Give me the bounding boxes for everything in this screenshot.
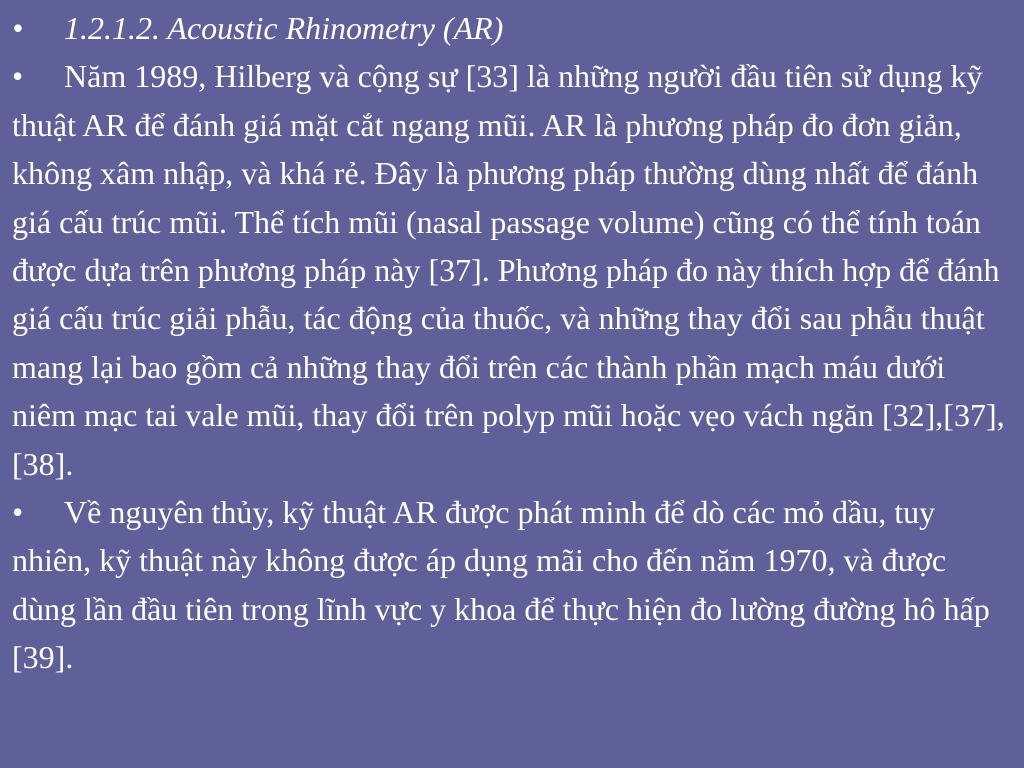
- bullet-marker: •: [12, 494, 24, 531]
- bullet-marker: •: [12, 58, 24, 95]
- bullet-paragraph-origin: [12, 488, 1008, 682]
- paragraph-origin-text: Về nguyên thủy, kỹ thuật AR được phát minh để dò các mỏ dầu, tuy nhiên, kỹ thuật này không được áp dụng mãi cho đến năm 1970, và được dùng lần đầu tiên trong lĩnh vực y khoa để thực hiện đo lường đường hô hấp [39].: [12, 494, 990, 676]
- bullet-paragraph-history: [12, 52, 1008, 488]
- paragraph-history-text: Năm 1989, Hilberg và cộng sự [33] là những người đầu tiên sử dụng kỹ thuật AR để đánh giá mặt cắt ngang mũi. AR là phương pháp đo đơn giản, không xâm nhập, và khá rẻ. Đây là phương pháp thường dùng nhất để đánh giá cấu trúc mũi. Thể tích mũi (nasal passage volume) cũng có thể tính toán được dựa trên phương pháp này [37]. Phương pháp đo này thích hợp để đánh giá cấu trúc giải phẫu, tác động của thuốc, và những thay đổi sau phẫu thuật mang lại bao gồm cả những thay đổi trên các thành phần mạch máu dưới niêm mạc tai vale mũi, thay đổi trên polyp mũi hoặc vẹo vách ngăn [32],[37],[38].: [12, 58, 1005, 482]
- section-heading: 1.2.1.2. Acoustic Rhinometry (AR): [64, 10, 504, 46]
- bullet-heading: [12, 4, 1008, 52]
- bullet-marker: •: [12, 10, 24, 46]
